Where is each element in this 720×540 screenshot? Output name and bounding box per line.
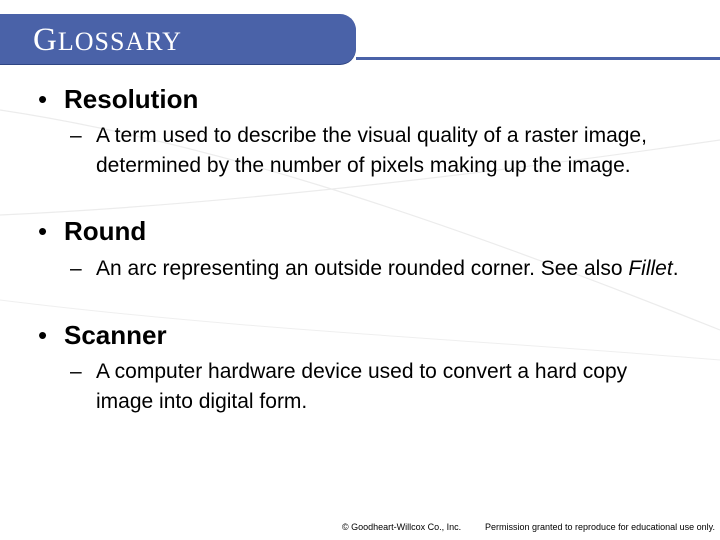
copyright-notice: © Goodheart-Willcox Co., Inc. <box>342 522 462 532</box>
term-label: Round <box>64 216 147 246</box>
bullet-icon: • <box>38 320 48 350</box>
definition-text: A computer hardware device used to convert a hard copy image into digital form. <box>96 360 628 413</box>
definition-text <box>96 254 680 284</box>
title-rest: LOSSARY <box>57 27 182 56</box>
glossary-definition-resolution <box>70 121 680 181</box>
dash-icon: – <box>70 124 82 147</box>
glossary-definition-round <box>70 254 680 284</box>
bullet-icon: • <box>38 84 48 114</box>
definition-text: A term used to describe the visual quality of a raster image, determined by the number of pixels making up the image. <box>96 124 647 177</box>
definition-main: An arc representing an outside rounded corner. See also <box>96 257 629 280</box>
permission-notice: Permission granted to reproduce for educational use only. <box>485 522 715 532</box>
bullet-icon: • <box>38 216 48 246</box>
glossary-term-scanner <box>38 320 167 350</box>
page-title <box>33 20 182 62</box>
glossary-definition-scanner <box>70 357 680 417</box>
glossary-term-resolution <box>38 84 198 114</box>
definition-crossref: Fillet <box>628 257 673 280</box>
dash-icon: – <box>70 360 82 383</box>
term-label: Resolution <box>64 84 199 114</box>
definition-end: . <box>672 257 679 280</box>
title-underline <box>356 57 720 60</box>
title-initial: G <box>33 22 58 58</box>
glossary-term-round <box>38 216 146 246</box>
dash-icon: – <box>70 257 82 280</box>
term-label: Scanner <box>64 320 167 350</box>
